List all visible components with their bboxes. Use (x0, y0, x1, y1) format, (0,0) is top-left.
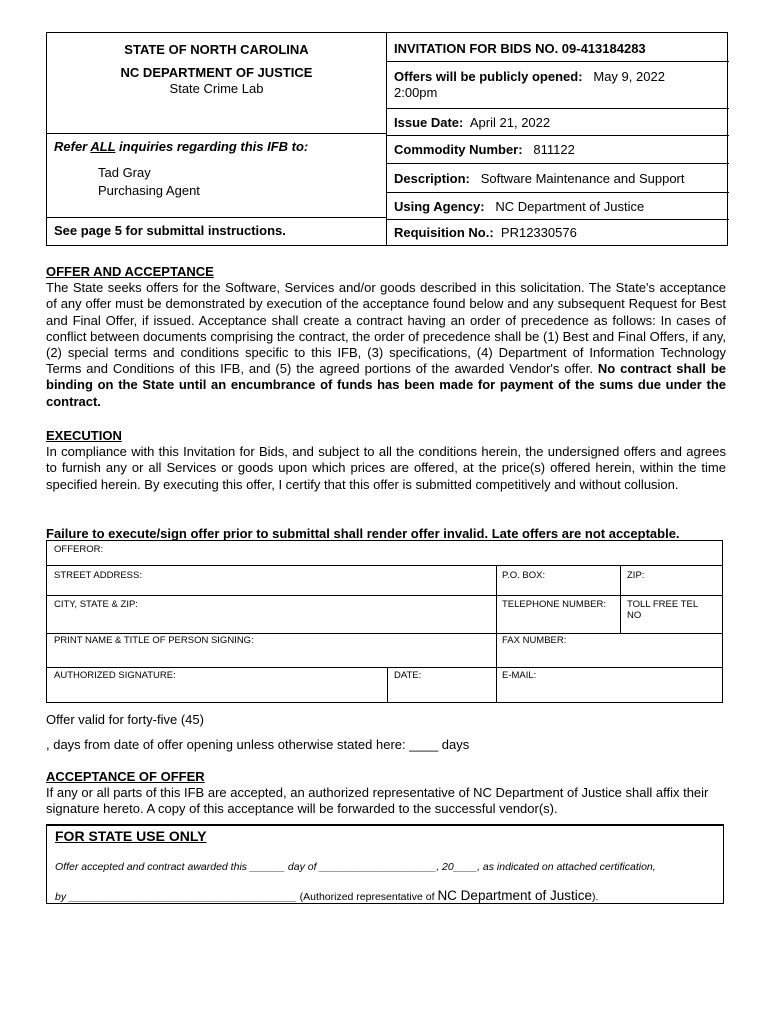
form-rule (620, 565, 621, 633)
email-field[interactable]: E-MAIL: (502, 670, 537, 681)
acceptance-section (46, 769, 746, 818)
header-rule (386, 135, 729, 136)
print-name-field[interactable]: PRINT NAME & TITLE OF PERSON SIGNING: (54, 635, 254, 646)
offer-body: The State seeks offers for the Software, Services and/or goods described in this solicitation. The State's acceptance of any offer must be demonstrated by execution of the acceptance found below and any subsequent Request for Best and Final Offer, if issued. Acceptance shall create a contract having an order of precedence as follows: In cases of conflict between documents comprising the contract, the order of precedence shall be (1) Best and Final Offers, if any, (2) special terms and conditions specific to this IFB, (3) specifications, (4) Department of Information Technology Terms and Conditions of this IFB, and (5) the agreed portions of the awarded Vendor's offer. No contract shall be binding on the State until an encumbrance of funds has been made for payment of the sums due under the contract. (46, 280, 726, 409)
street-address-field[interactable]: STREET ADDRESS: (54, 570, 142, 581)
issue-date: Issue Date: April 21, 2022 (394, 115, 551, 130)
description: Description: Software Maintenance and Support (394, 171, 685, 186)
requisition-number: Requisition No.: PR12330576 (394, 225, 577, 240)
late-offer-warning: Failure to execute/sign offer prior to submittal shall render offer invalid. Late offers are not acceptable. (46, 526, 680, 541)
contact-name: Tad Gray (98, 165, 151, 180)
header-rule (47, 133, 386, 134)
execution-heading: EXECUTION (46, 428, 122, 443)
form-rule (387, 667, 388, 702)
offer-heading: OFFER AND ACCEPTANCE (46, 264, 214, 279)
po-box-field[interactable]: P.O. BOX: (502, 570, 546, 581)
submittal-note: See page 5 for submittal instructions. (54, 223, 286, 238)
date-field[interactable]: DATE: (394, 670, 422, 681)
contact-title: Purchasing Agent (98, 183, 200, 198)
header-rule (386, 163, 729, 164)
header-divider (386, 33, 387, 245)
validity-line-1: Offer valid for forty-five (45) (46, 712, 204, 727)
department-name: NC DEPARTMENT OF JUSTICE (120, 65, 313, 80)
using-agency: Using Agency: NC Department of Justice (394, 199, 645, 214)
state-title: STATE OF NORTH CAROLINA (124, 42, 309, 57)
inquiries-label: Refer ALL inquiries regarding this IFB to: (54, 139, 309, 154)
header-rule (47, 217, 386, 218)
execution-body: In compliance with this Invitation for Bids, and subject to all the conditions herein, the undersigned offers and agrees to furnish any or all Services or goods upon which prices are offered, at the price(s) offered herein, within the time specified herein. By executing this offer, I certify that this offer is submitted competitively and without collusion. (46, 444, 726, 492)
offeror-form (46, 540, 723, 703)
commodity-number: Commodity Number: 811122 (394, 142, 575, 157)
form-rule (47, 633, 722, 634)
city-state-zip-field[interactable]: CITY, STATE & ZIP: (54, 599, 138, 610)
fax-field[interactable]: FAX NUMBER: (502, 635, 567, 646)
header-rule (386, 61, 729, 62)
offeror-field[interactable]: OFFEROR: (54, 544, 104, 555)
division-name: State Crime Lab (169, 81, 264, 96)
telephone-field[interactable]: TELEPHONE NUMBER: (502, 599, 606, 610)
state-use-box (46, 824, 724, 904)
header-rule (386, 108, 729, 109)
form-rule (47, 667, 722, 668)
form-rule (496, 565, 497, 702)
header-rule (386, 192, 729, 193)
authorized-signature-line: by _______________________________________ (Authorized representative of NC Department of Justice). (55, 888, 599, 903)
ifb-number: INVITATION FOR BIDS NO. 09-413184283 (394, 41, 646, 56)
signature-field[interactable]: AUTHORIZED SIGNATURE: (54, 670, 176, 681)
validity-line-2: , days from date of offer opening unless otherwise stated here: ____ days (46, 737, 470, 752)
zip-field[interactable]: ZIP: (627, 570, 645, 581)
offer-section (46, 264, 726, 410)
execution-section (46, 428, 726, 493)
acceptance-body: If any or all parts of this IFB are accepted, an authorized representative of NC Department of Justice shall affix their signature hereto. A copy of this acceptance will be forwarded to the successful vendor(s). (46, 785, 709, 817)
header-rule (386, 219, 729, 220)
acceptance-heading: ACCEPTANCE OF OFFER (46, 769, 205, 784)
state-use-title: FOR STATE USE ONLY (55, 828, 207, 844)
opening-info: Offers will be publicly opened: May 9, 2022 2:00pm (394, 69, 665, 100)
award-line: Offer accepted and contract awarded this ______ day of ____________________, 20____, as indicated on attached certification, (55, 861, 656, 873)
header-table (46, 32, 728, 246)
toll-free-field[interactable]: TOLL FREE TEL NO (627, 599, 699, 621)
